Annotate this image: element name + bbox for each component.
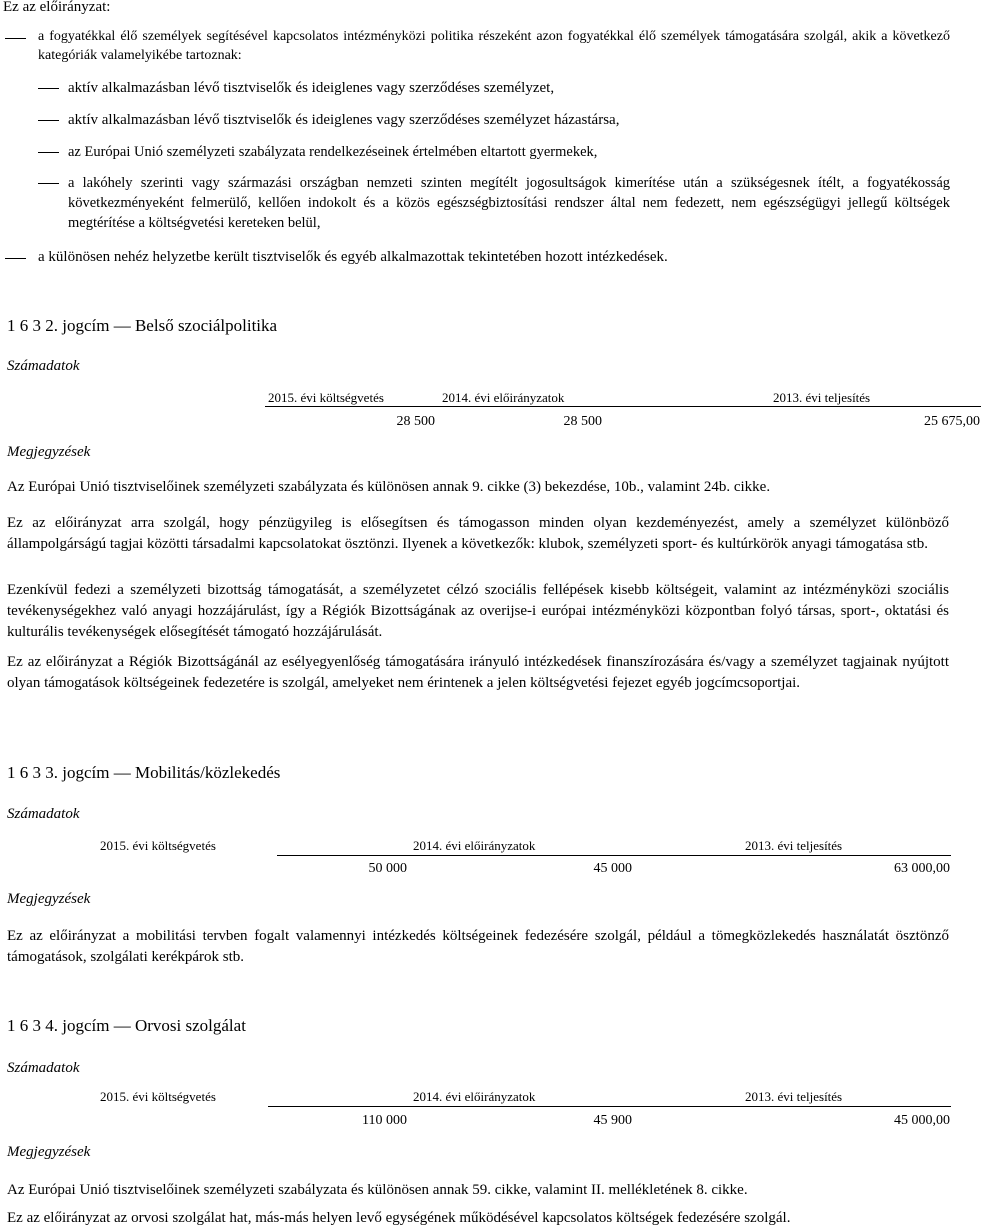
remark-paragraph: Ez az előirányzat a Régiók Bizottságánál az esélyegyenlőség támogatására irányuló intézkedések finanszírozására és/vagy a személyzet tagjainak nyújtott olyan támogatások költségeinek fedezetére is szolgál, amelyeket nem érintenek a jelen költségvetési fejezet egyéb jogcímcsoportjai. — [7, 654, 949, 691]
figures-label: Számadatok — [7, 806, 80, 822]
remarks-label: Megjegyzések — [7, 891, 91, 907]
figures-label: Számadatok — [7, 1060, 80, 1076]
column-header: 2013. évi teljesítés — [773, 390, 871, 405]
table-value: 28 500 — [396, 414, 435, 429]
remark-paragraph: Az Európai Unió tisztviselőinek személyzeti szabályzata és különösen annak 59. cikke, valamint II. mellékletének 8. cikke. — [7, 1182, 748, 1198]
intro-sub-item: a lakóhely szerinti vagy származási országban nemzeti szinten megítélt jogosultságok kimerítése után a szükségesnek ítélt, a fogyatékosság következményeként felmerülő, kellően indokolt és a közös egészségbiztosítási rendszer által nem fedezett, nem egészségügyi jellegű költségek megtérítése a költségvetési kereteken belül, — [68, 175, 950, 231]
intro-sub-item: aktív alkalmazásban lévő tisztviselők és ideiglenes vagy szerződéses személyzet, — [68, 80, 555, 96]
column-header: 2013. évi teljesítés — [745, 838, 843, 853]
table-value: 50 000 — [368, 861, 407, 876]
remark-paragraph: Ez az előirányzat az orvosi szolgálat hat, más-más helyen levő egységének működésével kapcsolatos költségek fedezésére szolgál. — [7, 1210, 791, 1226]
column-header: 2015. évi költségvetés — [268, 390, 384, 405]
column-header: 2014. évi előirányzatok — [442, 390, 565, 405]
table-rule — [265, 406, 981, 407]
remark-paragraph: Ez az előirányzat a mobilitási tervben fogalt valamennyi intézkedés költségeinek fedezésére szolgál, például a tömegközlekedés használatát ösztönző támogatások, szolgálati kerékpárok stb. — [7, 928, 949, 965]
remarks-label: Megjegyzések — [7, 1144, 91, 1160]
intro-bullet-main: a fogyatékkal élő személyek segítésével kapcsolatos intézményközi politika részeként azon fogyatékkal élő személyek támogatására szolgál, akik a következő kategóriák valamelyikébe tartoznak: — [38, 29, 950, 63]
remarks-label: Megjegyzések — [7, 444, 91, 460]
column-header: 2014. évi előirányzatok — [413, 1089, 536, 1104]
table-value: 45 000,00 — [894, 1113, 950, 1128]
dash-marker — [38, 88, 59, 89]
section-title: 1 6 3 2. jogcím — Belső szociálpolitika — [7, 316, 278, 335]
intro-sub-item: aktív alkalmazásban lévő tisztviselők és ideiglenes vagy szerződéses személyzet házastársa, — [68, 112, 620, 128]
intro-sub-item: az Európai Unió személyzeti szabályzata rendelkezéseinek értelmében eltartott gyermekek, — [68, 144, 598, 160]
column-header: 2015. évi költségvetés — [100, 1089, 216, 1104]
table-value: 45 000 — [593, 861, 632, 876]
table-value: 110 000 — [362, 1113, 407, 1128]
table-rule — [268, 1106, 951, 1107]
remark-paragraph: Ez az előirányzat arra szolgál, hogy pénzügyileg is elősegítsen és támogasson minden olyan kezdeményezést, amely a személyzet különböző állampolgárságú tagjai közötti társadalmi kapcsolatokat ösztönzi. Ilyenek a következők: klubok, személyzeti sport- és kultúrkörök anyagi támogatása stb. — [7, 515, 949, 552]
section-title: 1 6 3 3. jogcím — Mobilitás/közlekedés — [7, 763, 281, 782]
dash-marker — [38, 152, 59, 153]
figures-label: Számadatok — [7, 358, 80, 374]
column-header: 2014. évi előirányzatok — [413, 838, 536, 853]
section-title: 1 6 3 4. jogcím — Orvosi szolgálat — [7, 1016, 246, 1035]
intro-heading: Ez az előirányzat: — [3, 0, 111, 15]
table-value: 25 675,00 — [924, 414, 980, 429]
dash-marker — [5, 258, 26, 259]
table-value: 45 900 — [593, 1113, 632, 1128]
dash-marker — [38, 120, 59, 121]
table-value: 63 000,00 — [894, 861, 950, 876]
remark-paragraph: Az Európai Unió tisztviselőinek személyzeti szabályzata és különösen annak 9. cikke (3) bekezdése, 10b., valamint 24b. cikke. — [7, 479, 771, 495]
table-rule — [277, 855, 951, 856]
column-header: 2013. évi teljesítés — [745, 1089, 843, 1104]
column-header: 2015. évi költségvetés — [100, 838, 216, 853]
dash-marker — [5, 38, 26, 39]
remark-paragraph: Ezenkívül fedezi a személyzeti bizottság támogatását, a személyzetet célzó szociális fellépések kisebb költségeit, valamint az intézményközi szociális tevékenységekhez való anyagi hozzájárulást, így a Régiók Bizottságának az overijse-i európai intézményközi központban folyó társas, sport-, oktatási és kulturális tevékenységek elősegítését támogató hozzájárulását. — [7, 582, 949, 640]
table-value: 28 500 — [563, 414, 602, 429]
dash-marker — [38, 183, 59, 184]
intro-bullet-last: a különösen nehéz helyzetbe került tisztviselők és egyéb alkalmazottak tekintetében hozott intézkedések. — [38, 249, 668, 265]
